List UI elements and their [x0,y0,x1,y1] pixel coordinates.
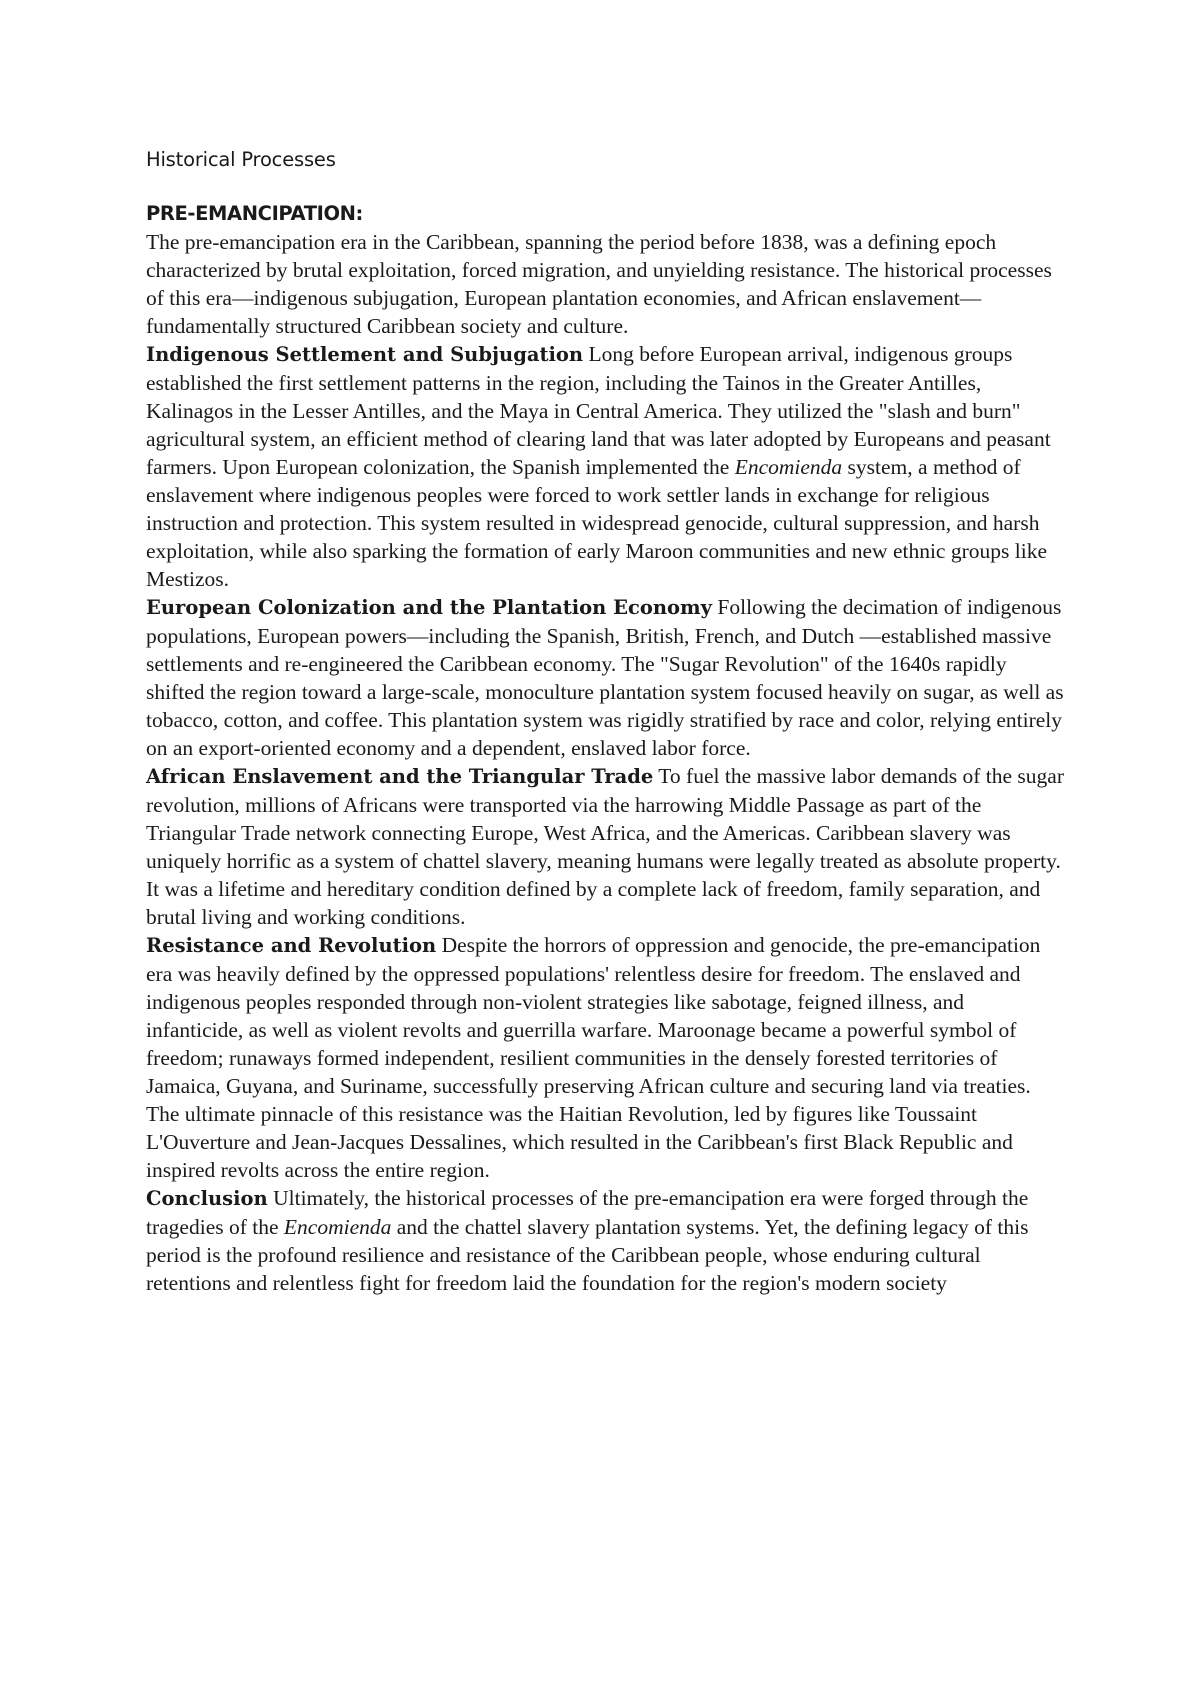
paragraph-conclusion [146,1184,1066,1297]
heading-indigenous-settlement: Indigenous Settlement and Subjugation [146,343,584,366]
body-indigenous-settlement-part-2: system, a method of enslavement where indigenous peoples were forced to work settler lands in exchange for religious instruction and protection. This system resulted in widespread genocide, cultural suppression, and harsh exploitation, while also sparking the formation of early Maroon communities and new ethnic groups like Mestizos. [146,455,1047,591]
paragraph-indigenous-settlement [146,340,1066,593]
term-encomienda: Encomienda [734,455,843,479]
body-resistance-revolution: Despite the horrors of oppression and genocide, the pre-emancipation era was heavily defined by the oppressed populations' relentless desire for freedom. The enslaved and indigenous peoples responded through non-violent strategies like sabotage, feigned illness, and infanticide, as well as violent revolts and guerrilla warfare. Maroonage became a powerful symbol of freedom; runaways formed independent, resilient communities in the densely forested territories of Jamaica, Guyana, and Suriname, successfully preserving African culture and securing land via treaties. The ultimate pinnacle of this resistance was the Haitian Revolution, led by figures like Toussaint L'Ouverture and Jean-Jacques Dessalines, which resulted in the Caribbean's first Black Republic and inspired revolts across the entire region. [146,933,1041,1182]
heading-resistance-revolution: Resistance and Revolution [146,934,437,957]
term-encomienda-conclusion: Encomienda [283,1215,392,1239]
paragraph-european-colonization [146,593,1066,762]
body-african-enslavement: To fuel the massive labor demands of the sugar revolution, millions of Africans were transported via the harrowing Middle Passage as part of the Triangular Trade network connecting Europe, West Africa, and the Americas. Caribbean slavery was uniquely horrific as a system of chattel slavery, meaning humans were legally treated as absolute property. It was a lifetime and hereditary condition defined by a complete lack of freedom, family separation, and brutal living and working conditions. [146,764,1064,929]
paragraph-african-enslavement [146,762,1066,931]
section-heading-pre-emancipation: PRE-EMANCIPATION: [146,202,363,225]
paragraph-resistance-revolution [146,931,1066,1184]
heading-african-enslavement: African Enslavement and the Triangular Trade [146,765,654,788]
heading-european-colonization: European Colonization and the Plantation Economy [146,596,713,619]
body-conclusion-part-1: Ultimately, the historical processes of the pre-emancipation era were forged through the tragedies of the [146,1186,1029,1239]
intro-paragraph: The pre-emancipation era in the Caribbean, spanning the period before 1838, was a defining epoch characterized by brutal exploitation, forced migration, and unyielding resistance. The historical processes of this era—indigenous subjugation, European plantation economies, and African enslavement—fundamentally structured Caribbean society and culture. [146,230,1052,338]
body-european-colonization: Following the decimation of indigenous populations, European powers—including the Spanish, British, French, and Dutch —established massive settlements and re-engineered the Caribbean economy. The "Sugar Revolution" of the 1640s rapidly shifted the region toward a large-scale, monoculture plantation system focused heavily on sugar, as well as tobacco, cotton, and coffee. This plantation system was rigidly stratified by race and color, relying entirely on an export-oriented economy and a dependent, enslaved labor force. [146,595,1064,760]
body-conclusion-part-2: and the chattel slavery plantation systems. Yet, the defining legacy of this period is the profound resilience and resistance of the Caribbean people, whose enduring cultural retentions and relentless fight for freedom laid the foundation for the region's modern society [146,1215,1029,1295]
document-page [146,146,1066,1297]
body-indigenous-settlement-part-1: Long before European arrival, indigenous groups established the first settlement patterns in the region, including the Tainos in the Greater Antilles, Kalinagos in the Lesser Antilles, and the Maya in Central America. They utilized the "slash and burn" agricultural system, an efficient method of clearing land that was later adopted by Europeans and peasant farmers. Upon European colonization, the Spanish implemented the [146,342,1051,479]
heading-conclusion: Conclusion [146,1187,268,1210]
document-title: Historical Processes [146,148,336,171]
